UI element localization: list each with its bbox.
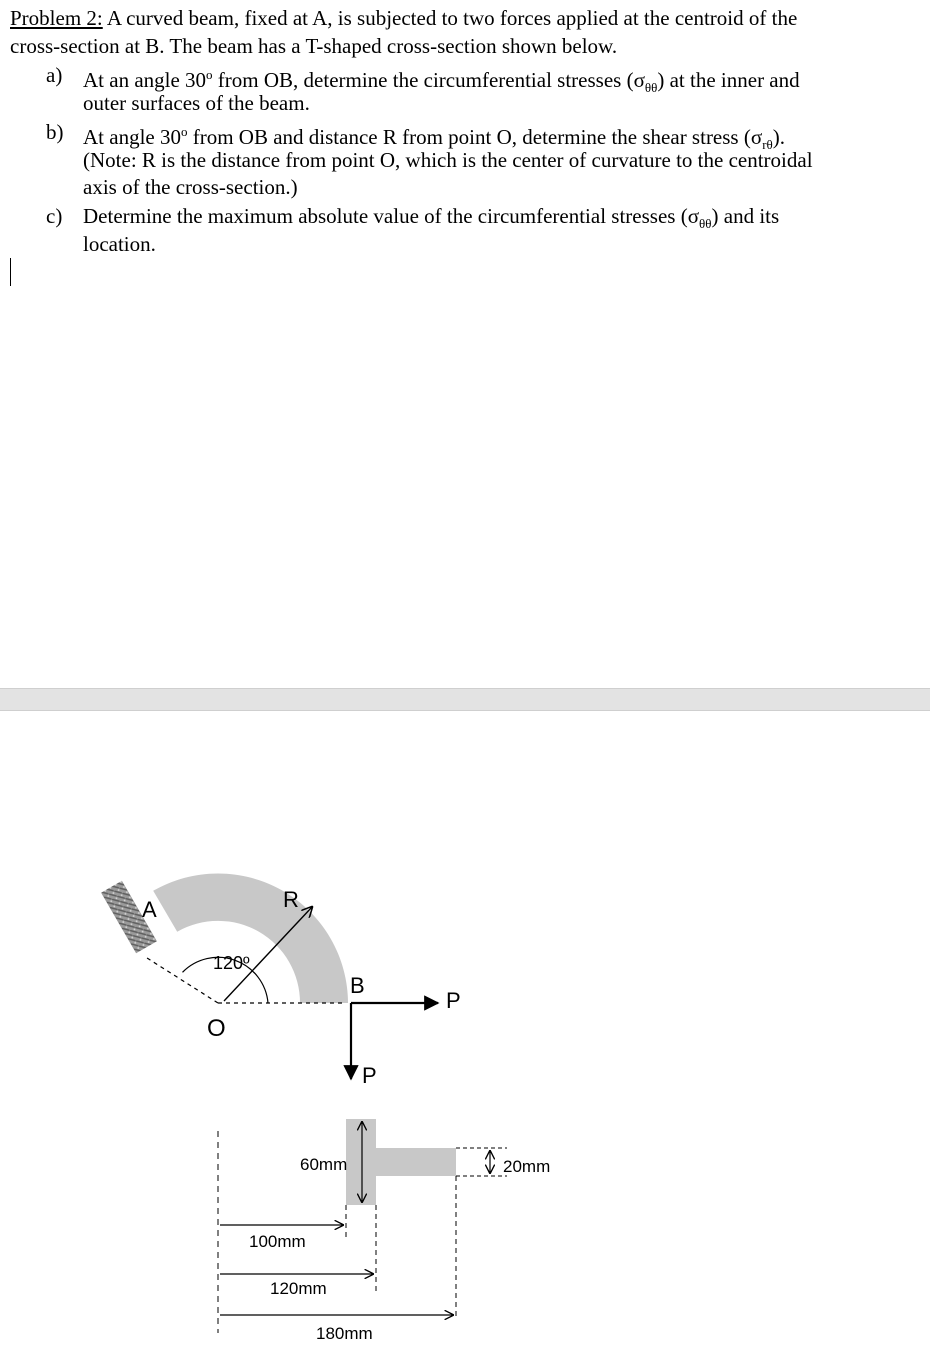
label-P-horizontal: P <box>446 988 461 1013</box>
sigma-symbol: σ <box>633 68 645 92</box>
dashed-line-OA <box>147 958 218 1003</box>
degree-symbol: o <box>206 67 213 82</box>
item-b-line-3: axis of the cross-section.) <box>83 175 298 199</box>
page-separator <box>0 688 930 711</box>
dim-180-label: 180mm <box>316 1324 373 1343</box>
item-c-line-2: location. <box>83 232 156 256</box>
label-R: R <box>283 887 299 912</box>
sigma-symbol: σ <box>750 125 763 149</box>
item-b-text-post: ). <box>772 125 785 149</box>
intro-line-1 <box>10 4 797 32</box>
label-O: O <box>207 1015 226 1042</box>
dim-100-label: 100mm <box>249 1232 306 1251</box>
label-A: A <box>142 897 157 922</box>
sigma-subscript: θθ <box>644 80 658 96</box>
item-c-line-1 <box>83 202 779 238</box>
dim-120-label: 120mm <box>270 1279 327 1298</box>
label-B: B <box>350 973 365 998</box>
tsection-web <box>346 1119 376 1205</box>
item-b-line-2: (Note: R is the distance from point O, which is the center of curvature to the centroidal <box>83 148 813 172</box>
item-b-marker: b) <box>46 120 64 144</box>
item-a-line-2: outer surfaces of the beam. <box>83 91 310 115</box>
sigma-symbol: σ <box>687 204 700 228</box>
label-angle: 120º <box>213 953 250 973</box>
label-P-vertical: P <box>362 1063 377 1088</box>
intro-text-1: A curved beam, fixed at A, is subjected to two forces applied at the centroid of the <box>102 6 798 30</box>
curved-beam <box>153 873 348 1003</box>
item-a-text-pre: At an angle 30 <box>83 68 207 92</box>
intro-line-2: cross-section at B. The beam has a T-shaped cross-section shown below. <box>10 34 618 58</box>
text-cursor[interactable] <box>10 258 11 286</box>
item-b-text-pre: At angle 30 <box>83 125 181 149</box>
dim-20-label: 20mm <box>503 1157 551 1176</box>
item-c-marker: c) <box>46 204 63 228</box>
beam-figure <box>0 711 930 1354</box>
problem-title: Problem 2: <box>10 6 103 30</box>
sigma-subscript: θθ <box>699 216 712 232</box>
item-c-text-post: ) and its <box>711 204 780 228</box>
item-a-text-post: ) at the inner and <box>657 68 800 92</box>
item-a-text-mid: from OB, determine the circumferential stresses ( <box>212 68 634 92</box>
sigma-subscript: rθ <box>762 137 773 153</box>
item-c-text-pre: Determine the maximum absolute value of the circumferential stresses ( <box>83 204 688 228</box>
tsection-flange <box>376 1148 456 1176</box>
item-b-text-mid: from OB and distance R from point O, determine the shear stress ( <box>187 125 751 149</box>
dim-60-label: 60mm <box>300 1155 348 1174</box>
item-a-marker: a) <box>46 63 63 87</box>
degree-symbol: o <box>180 124 188 139</box>
